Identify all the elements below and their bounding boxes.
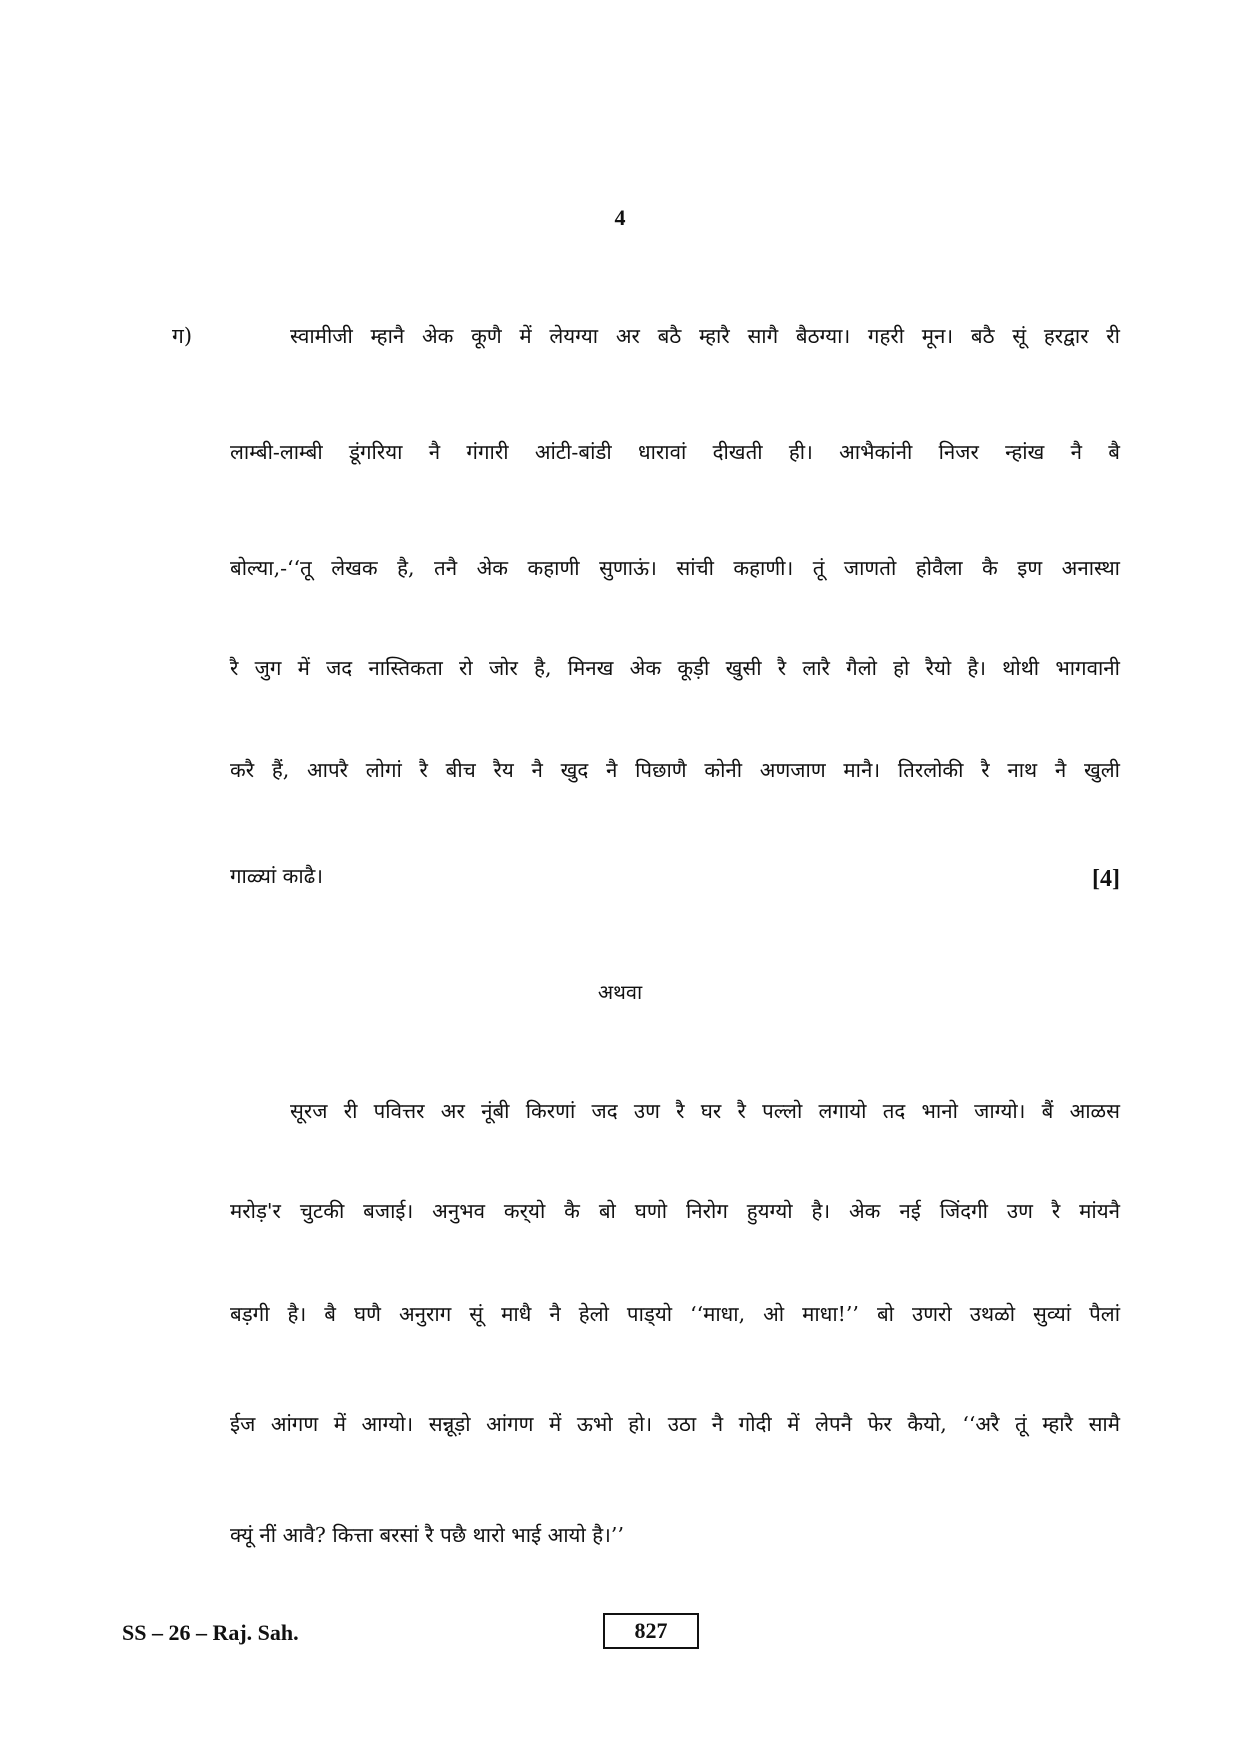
paper-code: SS – 26 – Raj. Sah. — [122, 1620, 299, 1645]
question-label: ग) — [172, 324, 193, 348]
passage-line: लाम्बी-लाम्बी डूंगरिया नै गंगारी आंटी-बांडी धारावां दीखती ही। आभैकांनी निजर न्हांख नै बै — [230, 440, 1120, 464]
alternate-passage-line: सूरज री पवित्तर अर नूंबी किरणां जद उण रै घर रै पल्लो लगायो तद भानो जाग्यो। बैं आळस — [290, 1099, 1120, 1123]
passage-line: गाळ्यां काढै। — [230, 864, 324, 888]
alternate-passage-line: ईज आंगण में आग्यो। सन्नूड़ो आंगण में ऊभो हो। उठा नै गोदी में लेपनै फेर कैयो, ‘‘अरै तूं म्हारै सामै — [230, 1412, 1120, 1436]
passage-line: करै हैं, आपरै लोगां रै बीच रैय नै खुद नै पिछाणै कोनी अणजाण मानै। तिरलोकी रै नाथ नै खुली — [230, 758, 1120, 782]
alternate-passage-line: बड़गी है। बै घणै अनुराग सूं माधै नै हेलो पाड्‌यो ‘‘माधा, ओ माधा!’’ बो उणरो उथळो सुव्यां पैलां — [230, 1302, 1120, 1326]
alternate-passage-line: मरोड़'र चुटकी बजाई। अनुभव कर्‌यो कै बो घणो निरोग हुयग्यो है। अेक नई जिंदगी उण रै मांयनै — [230, 1199, 1120, 1223]
alternate-passage-line: क्यूं नीं आवै? कित्ता बरसां रै पछै थारो भाई आयो है।’’ — [230, 1523, 624, 1547]
passage-line: स्वामीजी म्हानै अेक कूणै में लेयग्या अर बठै म्हारै सागै बैठग्या। गहरी मून। बठै सूं हरद्वार री — [290, 324, 1120, 348]
page-box-number: 827 — [603, 1613, 699, 1649]
or-label: अथवा — [597, 980, 643, 1004]
marks-label: [4] — [1092, 866, 1120, 892]
passage-line: रै जुग में जद नास्तिकता रो जोर है, मिनख अेक कूड़ी खुसी रै लारै गैलो हो रैयो है। थोथी भागवानी — [230, 656, 1120, 680]
passage-line: बोल्या,-‘‘तू लेखक है, तनै अेक कहाणी सुणाऊं। सांची कहाणी। तूं जाणतो होवैला कै इण अनास्था — [230, 556, 1120, 580]
page-number: 4 — [614, 205, 626, 230]
